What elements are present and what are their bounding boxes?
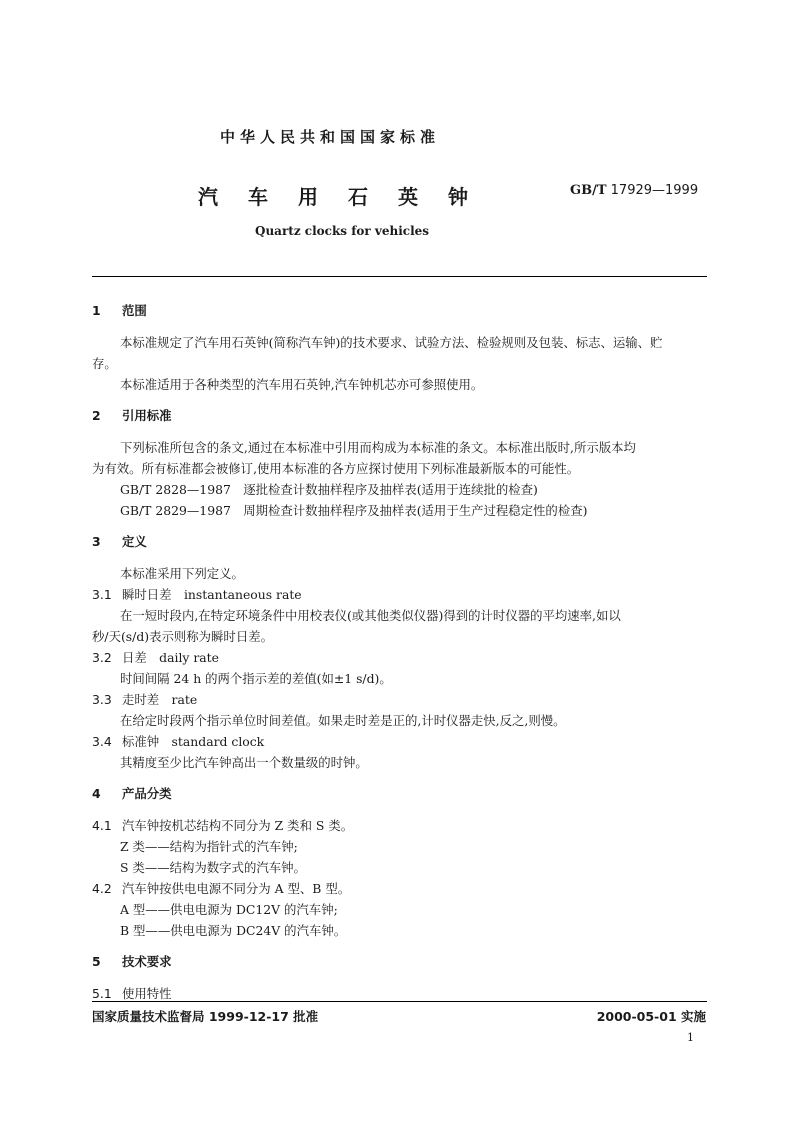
definition-3-4-text: 其精度至少比汽车钟高出一个数量级的时钟。 <box>120 755 368 770</box>
definition-3-3-text: 在给定时段两个指示单位时间差值。如果走时差是正的,计时仪器走快,反之,则慢。 <box>120 713 566 728</box>
implementation-date: 2000-05-01 实施 <box>596 1009 706 1024</box>
section-5-1-heading: 5.1 使用特性 <box>92 986 172 1001</box>
footer-divider <box>92 1001 707 1002</box>
approval-date: 国家质量技术监督局 1999-12-17 批准 <box>92 1009 319 1024</box>
national-standard-heading: 中华人民共和国国家标准 <box>219 128 440 146</box>
page-number: 1 <box>687 1031 694 1044</box>
classification-a-type: A 型——供电电源为 DC12V 的汽车钟; <box>120 902 338 917</box>
definition-3-2-text: 时间间隔 24 h 的两个指示差的差值(如±1 s/d)。 <box>120 671 392 686</box>
section-1-paragraph-2: 本标准适用于各种类型的汽车用石英钟,汽车钟机芯亦可参照使用。 <box>120 377 484 392</box>
classification-4-2: 4.2 汽车钟按供电电源不同分为 A 型、B 型。 <box>92 881 351 896</box>
standard-number-value: 17929—1999 <box>610 183 699 198</box>
definition-3-3-term: 3.3 走时差 rate <box>92 692 198 707</box>
document-title-cn: 汽车用石英钟 <box>198 185 498 209</box>
definition-3-4-term: 3.4 标准钟 standard clock <box>92 734 265 749</box>
definition-3-1-term: 3.1 瞬时日差 instantaneous rate <box>92 587 302 602</box>
definition-3-2-term: 3.2 日差 daily rate <box>92 650 219 665</box>
standard-number-prefix: GB/T <box>570 183 607 198</box>
section-1-paragraph-1b: 存。 <box>92 356 117 371</box>
header-divider <box>92 276 707 277</box>
reference-gb-t-2828: GB/T 2828—1987 逐批检查计数抽样程序及抽样表(适用于连续批的检查) <box>120 482 538 497</box>
section-1-paragraph-1a: 本标准规定了汽车用石英钟(简称汽车钟)的技术要求、试验方法、检验规则及包装、标志、运输、贮 <box>120 335 663 350</box>
definition-3-1-text-a: 在一短时段内,在特定环境条件中用校表仪(或其他类似仪器)得到的计时仪器的平均速率,如以 <box>120 608 621 623</box>
section-3-heading: 3 定义 <box>92 534 147 549</box>
section-2-heading: 2 引用标准 <box>92 408 172 423</box>
document-title-en: Quartz clocks for vehicles <box>255 224 430 238</box>
classification-z-type: Z 类——结构为指针式的汽车钟; <box>120 839 298 854</box>
section-2-paragraph-1a: 下列标准所包含的条文,通过在本标准中引用而构成为本标准的条文。本标准出版时,所示版本均 <box>120 440 636 455</box>
section-1-heading: 1 范围 <box>92 303 147 318</box>
classification-s-type: S 类——结构为数字式的汽车钟。 <box>120 860 306 875</box>
reference-gb-t-2829: GB/T 2829—1987 周期检查计数抽样程序及抽样表(适用于生产过程稳定性的检查) <box>120 503 588 518</box>
classification-b-type: B 型——供电电源为 DC24V 的汽车钟。 <box>120 923 347 938</box>
section-5-heading: 5 技术要求 <box>92 954 172 969</box>
standard-number <box>570 183 698 198</box>
definition-3-1-text-b: 秒/天(s/d)表示则称为瞬时日差。 <box>92 629 273 644</box>
section-2-paragraph-1b: 为有效。所有标准都会被修订,使用本标准的各方应探讨使用下列标准最新版本的可能性。 <box>92 461 580 476</box>
section-4-heading: 4 产品分类 <box>92 786 172 801</box>
section-3-intro: 本标准采用下列定义。 <box>120 566 244 581</box>
classification-4-1: 4.1 汽车钟按机芯结构不同分为 Z 类和 S 类。 <box>92 818 354 833</box>
